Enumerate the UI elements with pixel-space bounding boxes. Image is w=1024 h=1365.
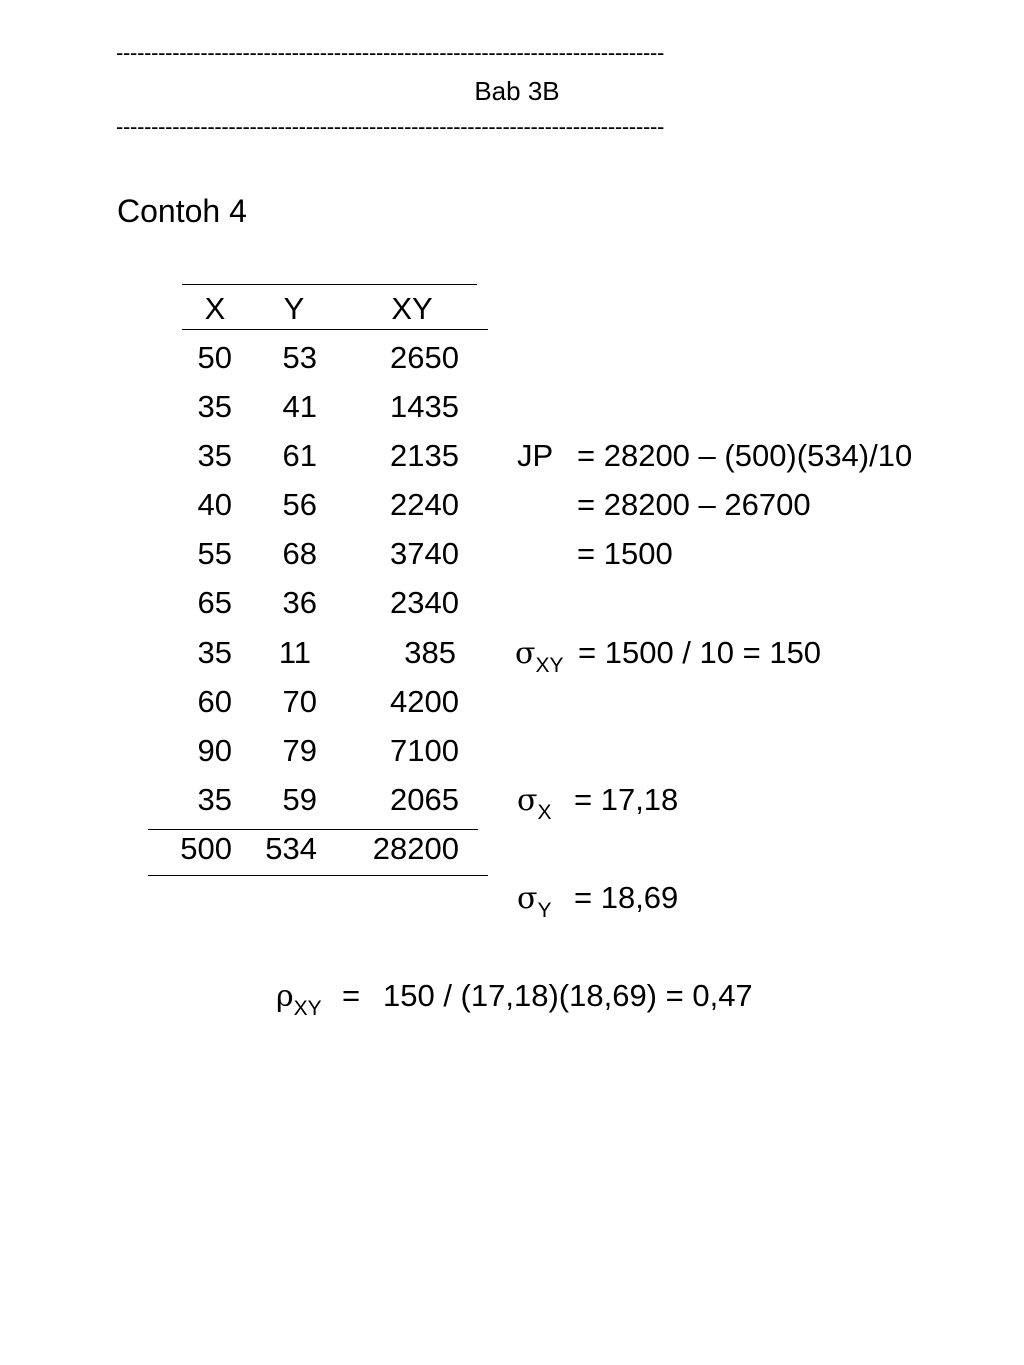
cell-y: 59 xyxy=(282,782,317,817)
cell-x: 35 xyxy=(197,782,232,817)
total-y: 534 xyxy=(265,831,317,866)
rho-symbol: ρ xyxy=(276,979,294,1014)
jp-line-2: = 28200 – 26700 xyxy=(577,487,811,522)
table-bottom-rule xyxy=(148,875,488,876)
cell-y: 56 xyxy=(282,487,317,522)
cell-x: 90 xyxy=(197,733,232,768)
sigma-xy-subscript: XY xyxy=(535,654,564,677)
rho-xy-formula xyxy=(276,978,322,1018)
rho-xy-value: 150 / (17,18)(18,69) = 0,47 xyxy=(383,978,753,1013)
cell-x: 55 xyxy=(197,536,232,571)
cell-y: 11 xyxy=(278,635,311,670)
cell-xy: 385 xyxy=(404,635,456,670)
jp-line-1: = 28200 – (500)(534)/10 xyxy=(577,438,913,473)
header-divider-top: ------------------------------------------------------------------------------ xyxy=(116,40,665,65)
cell-x: 35 xyxy=(197,389,232,424)
cell-x: 40 xyxy=(197,487,232,522)
header-divider-bottom: ------------------------------------------------------------------------------ xyxy=(116,114,665,139)
sigma-y-subscript: Y xyxy=(537,899,552,922)
header-xy: XY xyxy=(391,291,433,326)
total-x: 500 xyxy=(180,831,232,866)
cell-y: 41 xyxy=(282,389,317,424)
cell-x: 35 xyxy=(197,635,232,670)
cell-xy: 4200 xyxy=(390,684,459,719)
header-y: Y xyxy=(283,291,305,326)
sigma-x-subscript: X xyxy=(537,801,552,824)
chapter-title: Bab 3B xyxy=(474,76,560,106)
jp-line-3: = 1500 xyxy=(577,536,673,571)
table-top-rule xyxy=(182,284,477,285)
sigma-y-value: = 18,69 xyxy=(574,880,679,915)
table-total-rule xyxy=(148,829,478,830)
total-xy: 28200 xyxy=(372,831,459,866)
cell-y: 70 xyxy=(282,684,317,719)
rho-subscript: XY xyxy=(293,997,322,1020)
example-title: Contoh 4 xyxy=(117,193,247,229)
cell-xy: 7100 xyxy=(390,733,459,768)
cell-xy: 1435 xyxy=(390,389,459,424)
cell-y: 79 xyxy=(282,733,317,768)
rho-equals: = xyxy=(342,978,361,1013)
cell-xy: 2065 xyxy=(390,782,459,817)
cell-x: 35 xyxy=(197,438,232,473)
sigma-y-formula xyxy=(517,880,552,920)
cell-x: 65 xyxy=(197,585,232,620)
sigma-xy-value: = 1500 / 10 = 150 xyxy=(578,635,822,670)
cell-xy: 2135 xyxy=(390,438,459,473)
cell-xy: 2650 xyxy=(390,340,459,375)
cell-y: 53 xyxy=(282,340,317,375)
jp-label: JP xyxy=(517,438,554,473)
header-x: X xyxy=(204,291,226,326)
cell-x: 60 xyxy=(197,684,232,719)
sigma-x-value: = 17,18 xyxy=(574,782,679,817)
sigma-symbol: σ xyxy=(517,881,538,916)
sigma-x-formula xyxy=(517,782,552,822)
cell-xy: 3740 xyxy=(390,536,459,571)
cell-xy: 2240 xyxy=(390,487,459,522)
sigma-symbol: σ xyxy=(515,636,536,671)
cell-y: 68 xyxy=(282,536,317,571)
table-header-rule xyxy=(182,329,488,330)
sigma-symbol: σ xyxy=(517,783,538,818)
cell-y: 36 xyxy=(282,585,317,620)
cell-x: 50 xyxy=(197,340,232,375)
cell-y: 61 xyxy=(282,438,317,473)
cell-xy: 2340 xyxy=(390,585,459,620)
sigma-xy-formula xyxy=(515,635,564,675)
